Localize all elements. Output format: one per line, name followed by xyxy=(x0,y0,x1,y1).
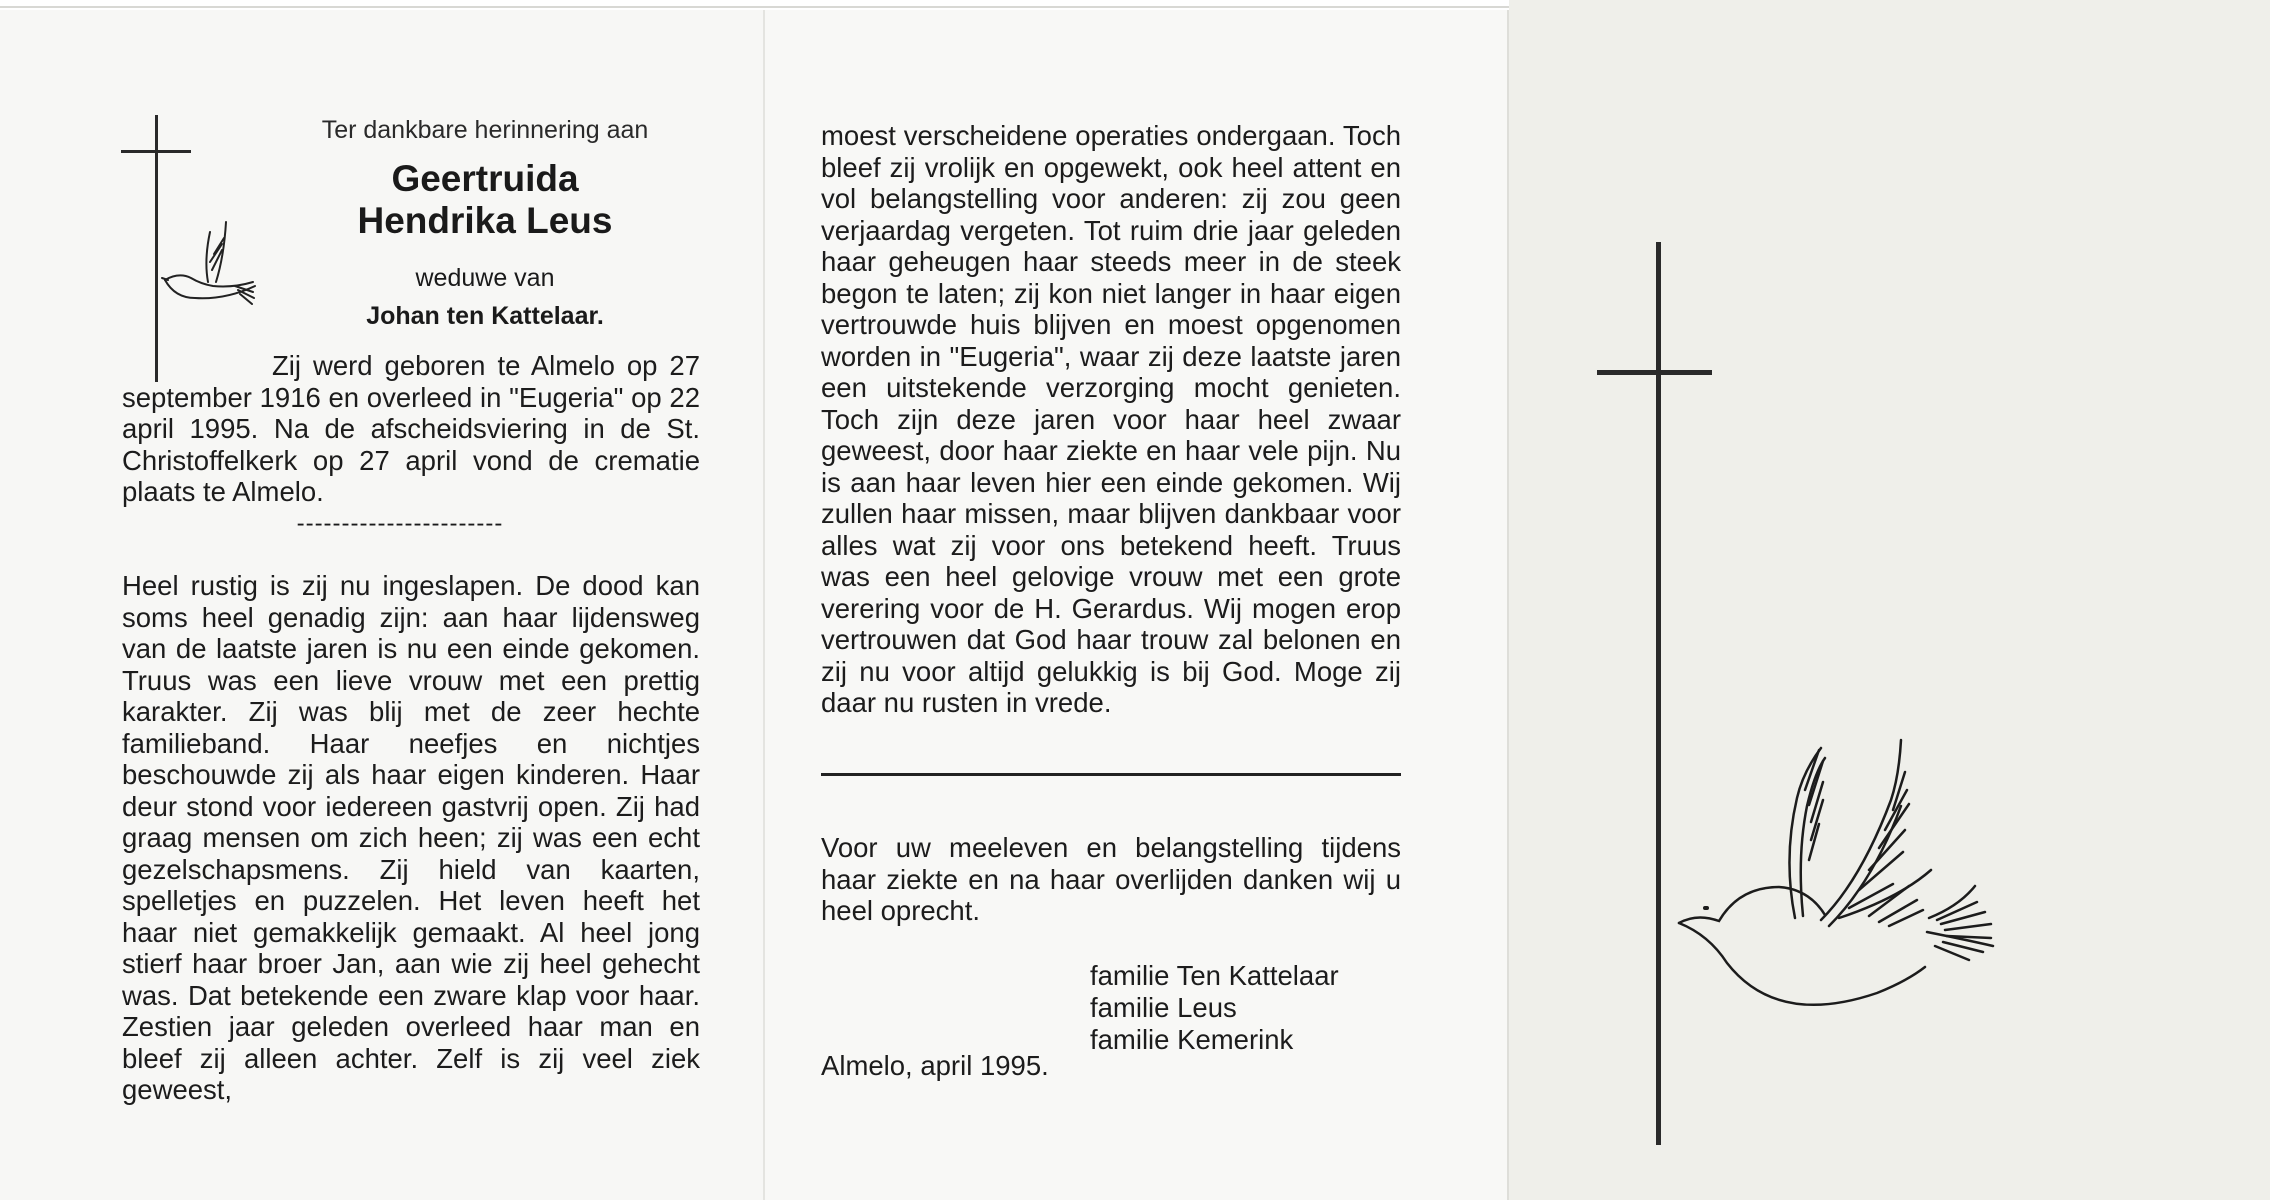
dove-icon xyxy=(1669,670,2029,1030)
dove-icon xyxy=(160,210,265,320)
card-top-edge xyxy=(0,6,1509,8)
thanks-paragraph: Voor uw meeleven en belangstelling tijdens haar ziekte en na haar overlijden danken wij u heel oprecht. xyxy=(821,832,1401,926)
divider-line xyxy=(821,773,1401,776)
birth-paragraph: Zij werd geboren te Almelo op 27 september 1916 en overleed in "Eugeria" op 22 april 1995. Na de afscheidsviering in de St. Christoffelkerk op 27 april vond de crematie plaats te Almelo. xyxy=(122,350,700,507)
family-2: familie Leus xyxy=(1090,992,1237,1023)
separator-line: ----------------------- xyxy=(296,510,504,537)
body-paragraph: Heel rustig is zij nu ingeslapen. De dood kan soms heel genadig zijn: aan haar lijdensweg van de laatste jaren is nu een einde gekomen. Truus was een lieve vrouw met een prettig karakter. Zij was blij met de zeer hechte familieband. Haar neefjes en nichtjes beschouwde zij als haar eigen kinderen. Haar deur stond voor iedereen gastvrij open. Zij had graag mensen om zich heen; zij was een echt gezelschapsmens. Zij hield van kaarten, spelletjes en puzzelen. Het leven heeft het haar niet gemakkelijk gemaakt. Al heel jong stierf haar broer Jan, aan wie zij heel gehecht was. Dat betekende een zware klap voor haar. Zestien jaar geleden overleed haar man en bleef zij alleen achter. Zelf is zij veel ziek geweest, xyxy=(122,570,700,1105)
intro-line: Ter dankbare herinnering aan xyxy=(321,116,649,144)
continued-paragraph: moest verscheidene operaties ondergaan. Toch bleef zij vrolijk en opgewekt, ook heel attent en vol belangstelling voor anderen: zij zou geen verjaardag vergeten. Tot ruim drie jaar geleden haar geheugen haar steeds meer in de steek begon te laten; zij kon niet langer in haar eigen vertrouwde huis blijven en moest opgenomen worden in "Eugeria", waar zij deze laatste jaren een uitstekende verzorging mocht genieten. Toch zijn deze jaren voor haar heel zwaar geweest, door haar ziekte en haar vele pijn. Nu is aan haar leven hier een einde gekomen. Wij zullen haar missen, maar blijven dankbaar voor alles wat zij voor ons betekend heeft. Truus was een heel gelovige vrouw met een grote verering voor de H. Gerardus. Wij mogen erop vertrouwen dat God haar trouw zal belonen en zij nu voor altijd gelukkig is bij God. Moge zij daar nu rusten in vrede. xyxy=(821,120,1401,718)
left-panel xyxy=(0,10,765,1200)
right-panel xyxy=(1509,0,2270,1200)
family-1: familie Ten Kattelaar xyxy=(1090,960,1339,991)
family-3: familie Kemerink xyxy=(1090,1024,1294,1055)
husband-name: Johan ten Kattelaar. xyxy=(366,302,604,330)
place-date: Almelo, april 1995. xyxy=(821,1050,1049,1081)
middle-panel xyxy=(765,10,1509,1200)
deceased-name-first: Geertruida xyxy=(391,158,579,199)
widow-of-label: weduwe van xyxy=(415,264,555,292)
deceased-name-last: Hendrika Leus xyxy=(357,200,613,241)
